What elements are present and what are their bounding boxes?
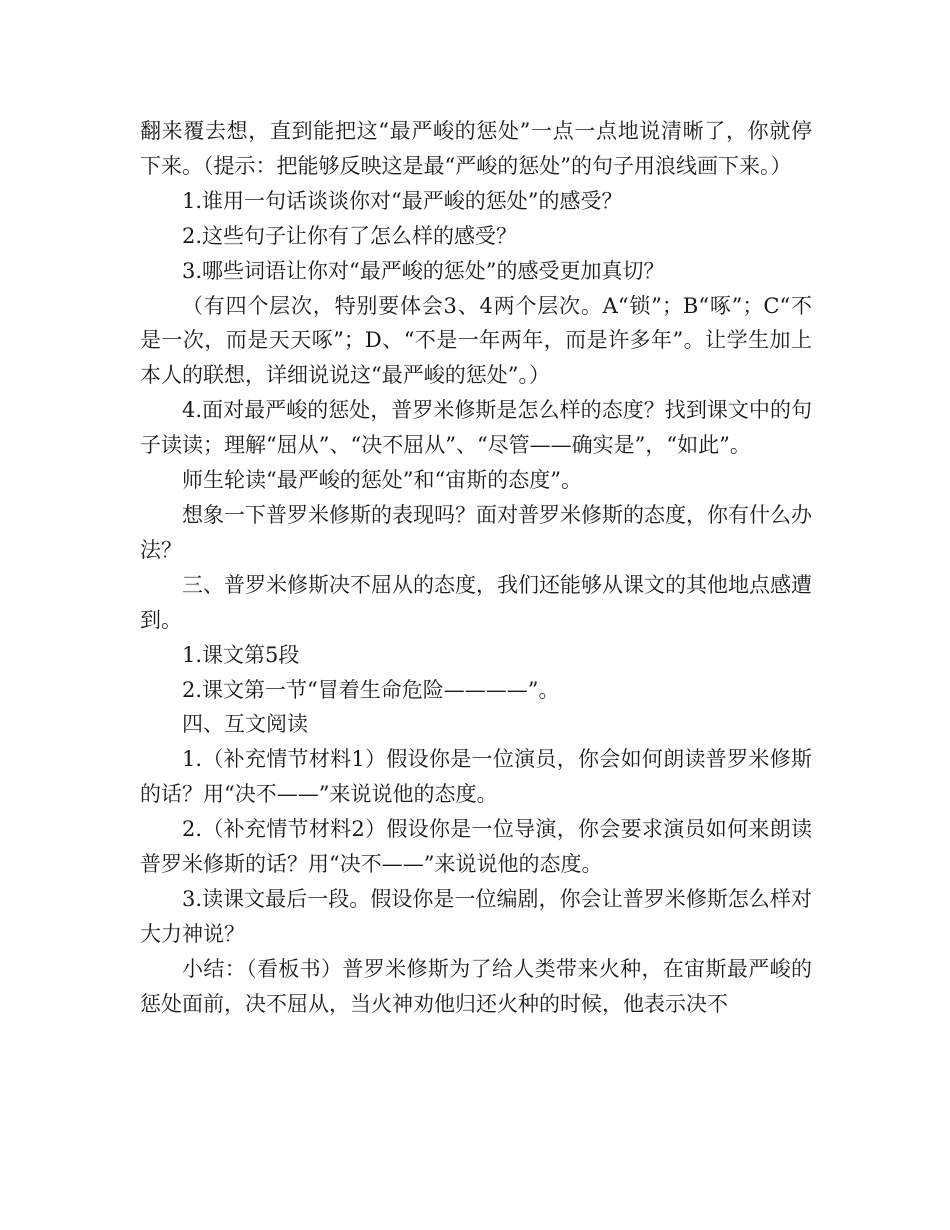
paragraph-director: 2.（补充情节材料2）假设你是一位导演，你会要求演员如何来朗读普罗米修斯的话？用“决不——”来说说他的态度。	[140, 817, 812, 877]
document-page	[140, 114, 812, 1022]
paragraph-screenwriter: 3.读课文最后一段。假设你是一位编剧，你会让普罗米修斯怎么样对大力神说？	[140, 886, 812, 946]
paragraph-question-3: 3.哪些词语让你对“最严峻的惩处”的感受更加真切？	[182, 258, 665, 283]
paragraph-levels-note: （有四个层次，特别要体会3、4两个层次。A“锁”；B“啄”；C“不是一次，而是天天啄”；D、“不是一年两年，而是许多年”。让学生加上本人的联想，详细说说这“最严峻的惩处”。）	[140, 293, 812, 388]
paragraph-question-4: 4.面对最严峻的惩处，普罗米修斯是怎么样的态度？找到课文中的句子读读；理解“屈从”、“决不屈从”、“尽管——确实是”，“如此”。	[140, 398, 812, 458]
paragraph-actor: 1.（补充情节材料1）假设你是一位演员，你会如何朗读普罗米修斯的话？用“决不——”来说说他的态度。	[140, 747, 812, 807]
section-heading-four: 四、互文阅读	[182, 712, 308, 737]
paragraph-intro: 翻来覆去想，直到能把这“最严峻的惩处”一点一点地说清晰了，你就停下来。（提示：把能够反映这是最“严峻的惩处”的句子用浪线画下来。）	[140, 119, 812, 178]
list-item-text-section-5: 1.课文第5段	[182, 642, 300, 667]
paragraph-question-1: 1.谁用一句话谈谈你对“最严峻的惩处”的感受？	[182, 188, 623, 213]
paragraph-alternate-reading: 师生轮读“最严峻的惩处”和“宙斯的态度”。	[182, 468, 582, 493]
paragraph-question-2: 2.这些句子让你有了怎么样的感受？	[182, 223, 518, 248]
list-item-text-section-1: 2.课文第一节“冒着生命危险————”。	[182, 677, 560, 702]
paragraph-summary: 小结：（看板书）普罗米修斯为了给人类带来火种，在宙斯最严峻的惩处面前，决不屈从，当火神劝他归还火种的时候，他表示决不	[140, 956, 812, 1016]
paragraph-imagine: 想象一下普罗米修斯的表现吗？面对普罗米修斯的态度，你有什么办法？	[140, 502, 812, 562]
section-heading-three: 三、普罗米修斯决不屈从的态度，我们还能够从课文的其他地点感遭到。	[140, 572, 812, 632]
